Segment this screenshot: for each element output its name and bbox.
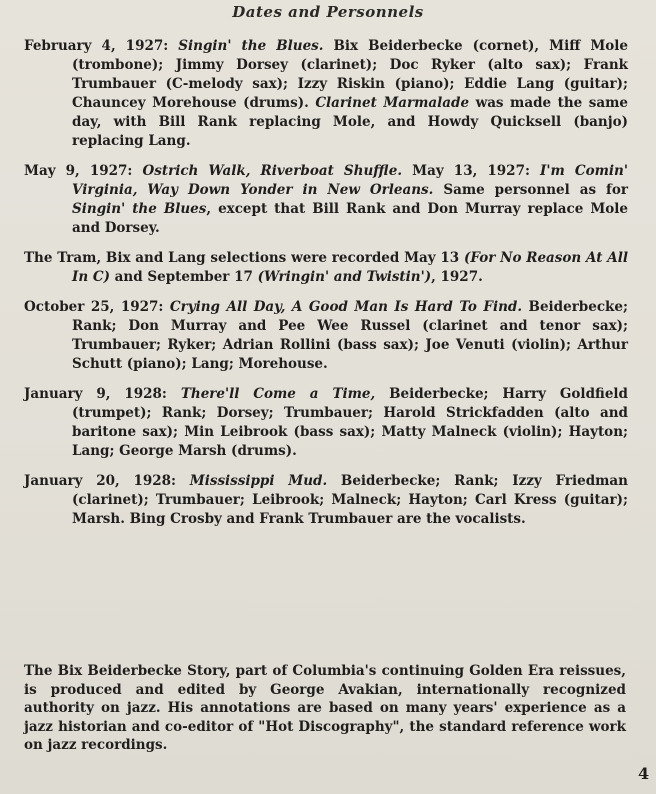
- session-date: May 13, 1927:: [402, 163, 541, 179]
- session-entry-tram-bix-lang: [24, 249, 628, 287]
- song-title: Singin' the Blues: [72, 201, 207, 217]
- song-title: I'm Comin' Virginia, Way Down Yonder in New Orleans.: [72, 163, 628, 198]
- session-entry-jan9-1928: [24, 385, 628, 461]
- session-note: , except that Bill Rank and Don Murray replace Mole and Dorsey.: [72, 201, 628, 236]
- session-date: January 9, 1928:: [24, 386, 181, 402]
- session-note: was made the same day, with Bill Rank replacing Mole, and Howdy Quicksell (banjo) replacing Lang.: [72, 95, 628, 149]
- song-title: Singin' the Blues.: [178, 38, 324, 54]
- producer-note: The Bix Beiderbecke Story, part of Columbia's continuing Golden Era reissues, is produced and edited by George Avakian, internationally recognized authority on jazz. His annotations are based on many years' experience as a jazz historian and co-editor of "Hot Discography", the standard reference work on jazz recordings.: [24, 663, 626, 754]
- song-title: (For No Reason At All In C): [72, 250, 628, 285]
- session-date: October 25, 1927:: [24, 299, 170, 315]
- session-entry-feb-1927: [24, 37, 628, 151]
- session-personnel: Beiderbecke; Rank; Don Murray and Pee Wee Russel (clarinet and tenor sax); Trumbauer; Ryker; Adrian Rollini (bass sax); Joe Venuti (violin); Arthur Schutt (piano); Lang; Morehouse.: [72, 299, 628, 372]
- session-list: [24, 37, 628, 540]
- session-entry-oct-1927: [24, 298, 628, 374]
- session-date: January 20, 1928:: [24, 473, 190, 489]
- session-date: May 9, 1927:: [24, 163, 143, 179]
- session-note: Same personnel as for: [433, 182, 628, 198]
- song-title: Clarinet Marmalade: [315, 95, 470, 111]
- section-heading: Dates and Personnels: [232, 3, 424, 21]
- session-personnel: Beiderbecke; Rank; Izzy Friedman (clarinet); Trumbauer; Leibrook; Malneck; Hayton; Carl Kress (guitar); Marsh. Bing Crosby and Frank Trumbauer are the vocalists.: [72, 473, 628, 527]
- session-entry-may-1927: [24, 162, 628, 238]
- page-number: 4: [638, 764, 650, 783]
- song-title: Ostrich Walk, Riverboat Shuffle.: [142, 163, 403, 179]
- session-note: The Tram, Bix and Lang selections were recorded May 13: [24, 250, 464, 266]
- session-note: and September 17: [109, 269, 258, 285]
- song-title: Crying All Day, A Good Man Is Hard To Find.: [169, 299, 523, 315]
- song-title: Mississippi Mud.: [189, 473, 328, 489]
- session-note: , 1927.: [431, 269, 483, 285]
- session-personnel: Beiderbecke; Harry Goldfield (trumpet); Rank; Dorsey; Trumbauer; Harold Strickfadden (alto and baritone sax); Min Leibrook (bass sax); Matty Malneck (violin); Hayton; Lang; George Marsh (drums).: [72, 386, 628, 459]
- song-title: There'll Come a Time,: [180, 386, 376, 402]
- session-entry-jan20-1928: [24, 472, 628, 529]
- session-personnel: Bix Beiderbecke (cornet), Miff Mole (trombone); Jimmy Dorsey (clarinet); Doc Ryker (alto sax); Frank Trumbauer (C-melody sax); Izzy Riskin (piano); Eddie Lang (guitar); Chauncey Morehouse (drums).: [72, 38, 628, 111]
- session-date: February 4, 1927:: [24, 38, 179, 54]
- song-title: (Wringin' and Twistin'): [257, 269, 432, 285]
